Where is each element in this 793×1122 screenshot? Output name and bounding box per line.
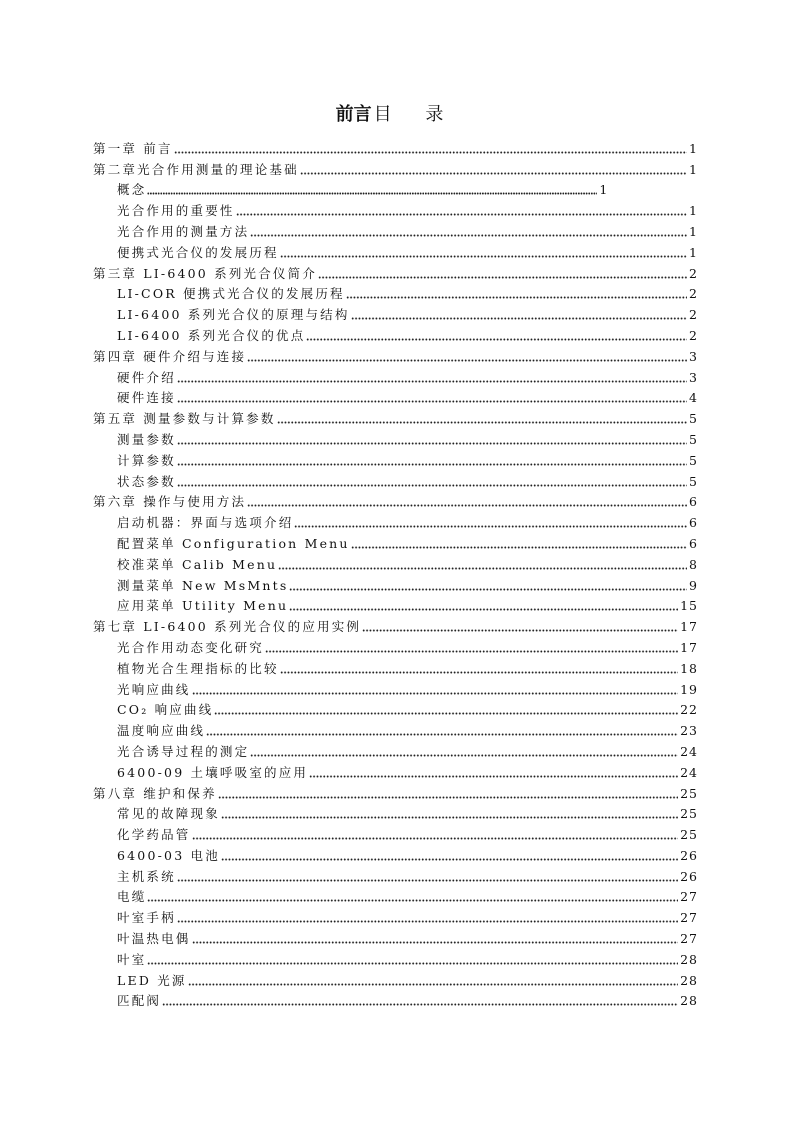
dot-leader [177, 373, 687, 383]
toc-entry-page: 17 [680, 639, 698, 655]
toc-entry-label: 6400-03 电池 [117, 847, 220, 863]
dot-leader [280, 248, 687, 258]
dot-leader [147, 185, 597, 195]
toc-chapter-entry[interactable] [93, 614, 698, 635]
toc-entry-label: 硬件介绍 [117, 369, 176, 385]
dot-leader [177, 456, 687, 466]
toc-entry-label: LI-6400 系列光合仪的原理与结构 [117, 307, 350, 323]
toc-entry-page: 5 [689, 411, 698, 427]
toc-entry-label: 温度响应曲线 [117, 723, 206, 739]
toc-entry-label: 启动机器：界面与选项介绍 [117, 515, 294, 531]
toc-entry-page: 25 [680, 785, 698, 801]
dot-leader [265, 643, 678, 653]
toc-entry-page: 6 [689, 515, 698, 531]
toc-entry-page: 24 [680, 764, 698, 780]
toc-entry-page: 4 [689, 390, 698, 406]
toc-section-entry[interactable] [93, 282, 698, 303]
toc-chapter-entry[interactable] [93, 157, 698, 178]
toc-entry-label: 第五章 测量参数与计算参数 [93, 411, 276, 427]
dot-leader [177, 393, 687, 403]
dot-leader [250, 227, 687, 237]
dot-leader [206, 726, 678, 736]
toc-entry-page: 6 [689, 494, 698, 510]
dot-leader [177, 872, 678, 882]
dot-leader [174, 144, 687, 154]
toc-entry-label: 光合作用动态变化研究 [117, 639, 265, 655]
dot-leader [221, 809, 678, 819]
toc-entry-page: 1 [689, 223, 698, 239]
toc-section-entry[interactable] [93, 822, 698, 843]
dot-leader [306, 331, 687, 341]
toc-entry-label: LED 光源 [117, 972, 187, 988]
toc-entry-label: 便携式光合仪的发展历程 [117, 244, 279, 260]
toc-entry-label: 硬件连接 [117, 390, 176, 406]
toc-entry-page: 5 [689, 452, 698, 468]
toc-section-entry[interactable] [93, 594, 698, 615]
toc-entry-label: 计算参数 [117, 452, 176, 468]
toc-entry-page: 2 [689, 265, 698, 281]
toc-chapter-entry[interactable] [93, 136, 698, 157]
toc-entry-label: 电缆 [117, 889, 147, 905]
dot-leader [221, 851, 678, 861]
dot-leader [147, 955, 678, 965]
toc-entry-page: 28 [680, 993, 698, 1009]
toc-section-entry[interactable] [93, 240, 698, 261]
toc-section-entry[interactable] [93, 427, 698, 448]
toc-section-entry[interactable] [93, 365, 698, 386]
toc-entry-page: 9 [689, 577, 698, 593]
dot-leader [177, 913, 678, 923]
toc-entry-page: 26 [680, 847, 698, 863]
toc-entry-page: 3 [689, 348, 698, 364]
toc-entry-label: LI-COR 便携式光合仪的发展历程 [117, 286, 345, 302]
toc-entry-label: 化学药品管 [117, 827, 191, 843]
dot-leader [289, 601, 678, 611]
toc-entry-page: 27 [680, 889, 698, 905]
toc-entry-page: 22 [680, 702, 698, 718]
dot-leader [192, 934, 679, 944]
dot-leader [218, 789, 678, 799]
toc-section-entry[interactable] [93, 448, 698, 469]
toc-entry-label: 第三章 LI-6400 系列光合仪简介 [93, 265, 318, 281]
toc-chapter-entry[interactable] [93, 490, 698, 511]
toc-entry-page: 5 [689, 431, 698, 447]
toc-section-entry[interactable] [93, 178, 698, 199]
toc-entry-page: 28 [680, 951, 698, 967]
toc-entry-label: 光合作用的重要性 [117, 203, 235, 219]
toc-section-entry[interactable] [93, 802, 698, 823]
toc-entry-label: 配置菜单 Configuration Menu [117, 535, 350, 551]
dot-leader [192, 830, 679, 840]
toc-entry-page: 25 [680, 827, 698, 843]
toc-chapter-entry[interactable] [93, 261, 698, 282]
toc-entry-label: 常见的故障现象 [117, 806, 220, 822]
toc-section-entry[interactable] [93, 926, 698, 947]
toc-entry-page: 3 [689, 369, 698, 385]
toc-section-entry[interactable] [93, 573, 698, 594]
table-of-contents [93, 136, 698, 1009]
toc-section-entry[interactable] [93, 989, 698, 1010]
toc-entry-label: 测量参数 [117, 431, 176, 447]
toc-entry-page: 15 [680, 598, 698, 614]
toc-entry-label: 第一章 前言 [93, 140, 173, 156]
dot-leader [300, 165, 687, 175]
toc-entry-label: 叶室 [117, 951, 147, 967]
toc-entry-label: 植物光合生理指标的比较 [117, 660, 279, 676]
toc-chapter-entry[interactable] [93, 406, 698, 427]
toc-entry-page: 8 [689, 556, 698, 572]
toc-section-entry[interactable] [93, 302, 698, 323]
dot-leader [177, 477, 687, 487]
toc-entry-label: 状态参数 [117, 473, 176, 489]
toc-entry-label: 光合作用的测量方法 [117, 223, 250, 239]
toc-entry-label: 应用菜单 Utility Menu [117, 598, 289, 614]
toc-entry-page: 25 [680, 806, 698, 822]
dot-leader [289, 581, 687, 591]
toc-entry-label: 第二章光合作用测量的理论基础 [93, 161, 299, 177]
dot-leader [351, 539, 687, 549]
toc-section-entry[interactable] [93, 718, 698, 739]
toc-section-entry[interactable] [93, 968, 698, 989]
toc-section-entry[interactable] [93, 510, 698, 531]
toc-entry-page: 1 [689, 161, 698, 177]
toc-section-entry[interactable] [93, 843, 698, 864]
toc-entry-page: 5 [689, 473, 698, 489]
toc-section-entry[interactable] [93, 760, 698, 781]
dot-leader [250, 747, 678, 757]
toc-entry-label: 光响应曲线 [117, 681, 191, 697]
dot-leader [192, 685, 679, 695]
toc-entry-label: 第六章 操作与使用方法 [93, 494, 247, 510]
toc-entry-label: 叶温热电偶 [117, 931, 191, 947]
toc-entry-label: 测量菜单 New MsMnts [117, 577, 289, 593]
toc-entry-page: 17 [680, 619, 698, 635]
dot-leader [214, 705, 678, 715]
dot-leader [277, 414, 687, 424]
toc-entry-label: 第四章 硬件介绍与连接 [93, 348, 247, 364]
toc-section-entry[interactable] [93, 469, 698, 490]
dot-leader [147, 892, 678, 902]
toc-entry-label: 6400-09 土壤呼吸室的应用 [117, 764, 309, 780]
toc-entry-page: 1 [689, 244, 698, 260]
toc-entry-label: 校准菜单 Calib Menu [117, 556, 278, 572]
toc-entry-page: 27 [680, 931, 698, 947]
toc-entry-label: 主机系统 [117, 868, 176, 884]
toc-section-entry[interactable] [93, 947, 698, 968]
toc-entry-page: 2 [689, 286, 698, 302]
dot-leader [346, 289, 687, 299]
toc-entry-page: 2 [689, 307, 698, 323]
page-title [0, 102, 793, 128]
dot-leader [294, 518, 687, 528]
toc-entry-page: 2 [689, 327, 698, 343]
toc-chapter-entry[interactable] [93, 781, 698, 802]
dot-leader [351, 310, 687, 320]
toc-entry-page: 23 [680, 723, 698, 739]
toc-entry-page: 1 [689, 140, 698, 156]
title-bold-part: 前言 [335, 104, 372, 125]
dot-leader [362, 622, 678, 632]
dot-leader [236, 206, 687, 216]
toc-section-entry[interactable] [93, 386, 698, 407]
toc-entry-label: CO₂ 响应曲线 [117, 702, 214, 718]
toc-entry-page: 1 [689, 203, 698, 219]
dot-leader [162, 996, 678, 1006]
dot-leader [318, 269, 687, 279]
toc-entry-label: LI-6400 系列光合仪的优点 [117, 327, 306, 343]
toc-entry-label: 叶室手柄 [117, 910, 176, 926]
dot-leader [247, 352, 687, 362]
toc-chapter-entry[interactable] [93, 344, 698, 365]
toc-section-entry[interactable] [93, 677, 698, 698]
toc-entry-page: 27 [680, 910, 698, 926]
toc-entry-page: 1 [599, 182, 609, 198]
toc-section-entry[interactable] [93, 198, 698, 219]
toc-section-entry[interactable] [93, 219, 698, 240]
toc-entry-label: 第八章 维护和保养 [93, 785, 217, 801]
toc-section-entry[interactable] [93, 323, 698, 344]
toc-section-entry[interactable] [93, 905, 698, 926]
toc-entry-page: 28 [680, 972, 698, 988]
toc-section-entry[interactable] [93, 656, 698, 677]
toc-section-entry[interactable] [93, 885, 698, 906]
toc-entry-page: 26 [680, 868, 698, 884]
dot-leader [247, 497, 687, 507]
dot-leader [177, 435, 687, 445]
toc-section-entry[interactable] [93, 635, 698, 656]
toc-section-entry[interactable] [93, 864, 698, 885]
dot-leader [309, 768, 678, 778]
toc-entry-page: 18 [680, 660, 698, 676]
dot-leader [280, 664, 678, 674]
title-main: 目 录 [373, 104, 458, 125]
toc-section-entry[interactable] [93, 552, 698, 573]
toc-entry-page: 24 [680, 743, 698, 759]
toc-entry-label: 第七章 LI-6400 系列光合仪的应用实例 [93, 619, 362, 635]
toc-entry-page: 6 [689, 535, 698, 551]
dot-leader [278, 560, 687, 570]
toc-section-entry[interactable] [93, 531, 698, 552]
toc-section-entry[interactable] [93, 698, 698, 719]
dot-leader [188, 976, 678, 986]
toc-entry-page: 19 [680, 681, 698, 697]
toc-entry-label: 光合诱导过程的测定 [117, 743, 250, 759]
toc-section-entry[interactable] [93, 739, 698, 760]
toc-entry-label: 概念 [117, 182, 147, 198]
toc-entry-label: 匹配阀 [117, 993, 162, 1009]
